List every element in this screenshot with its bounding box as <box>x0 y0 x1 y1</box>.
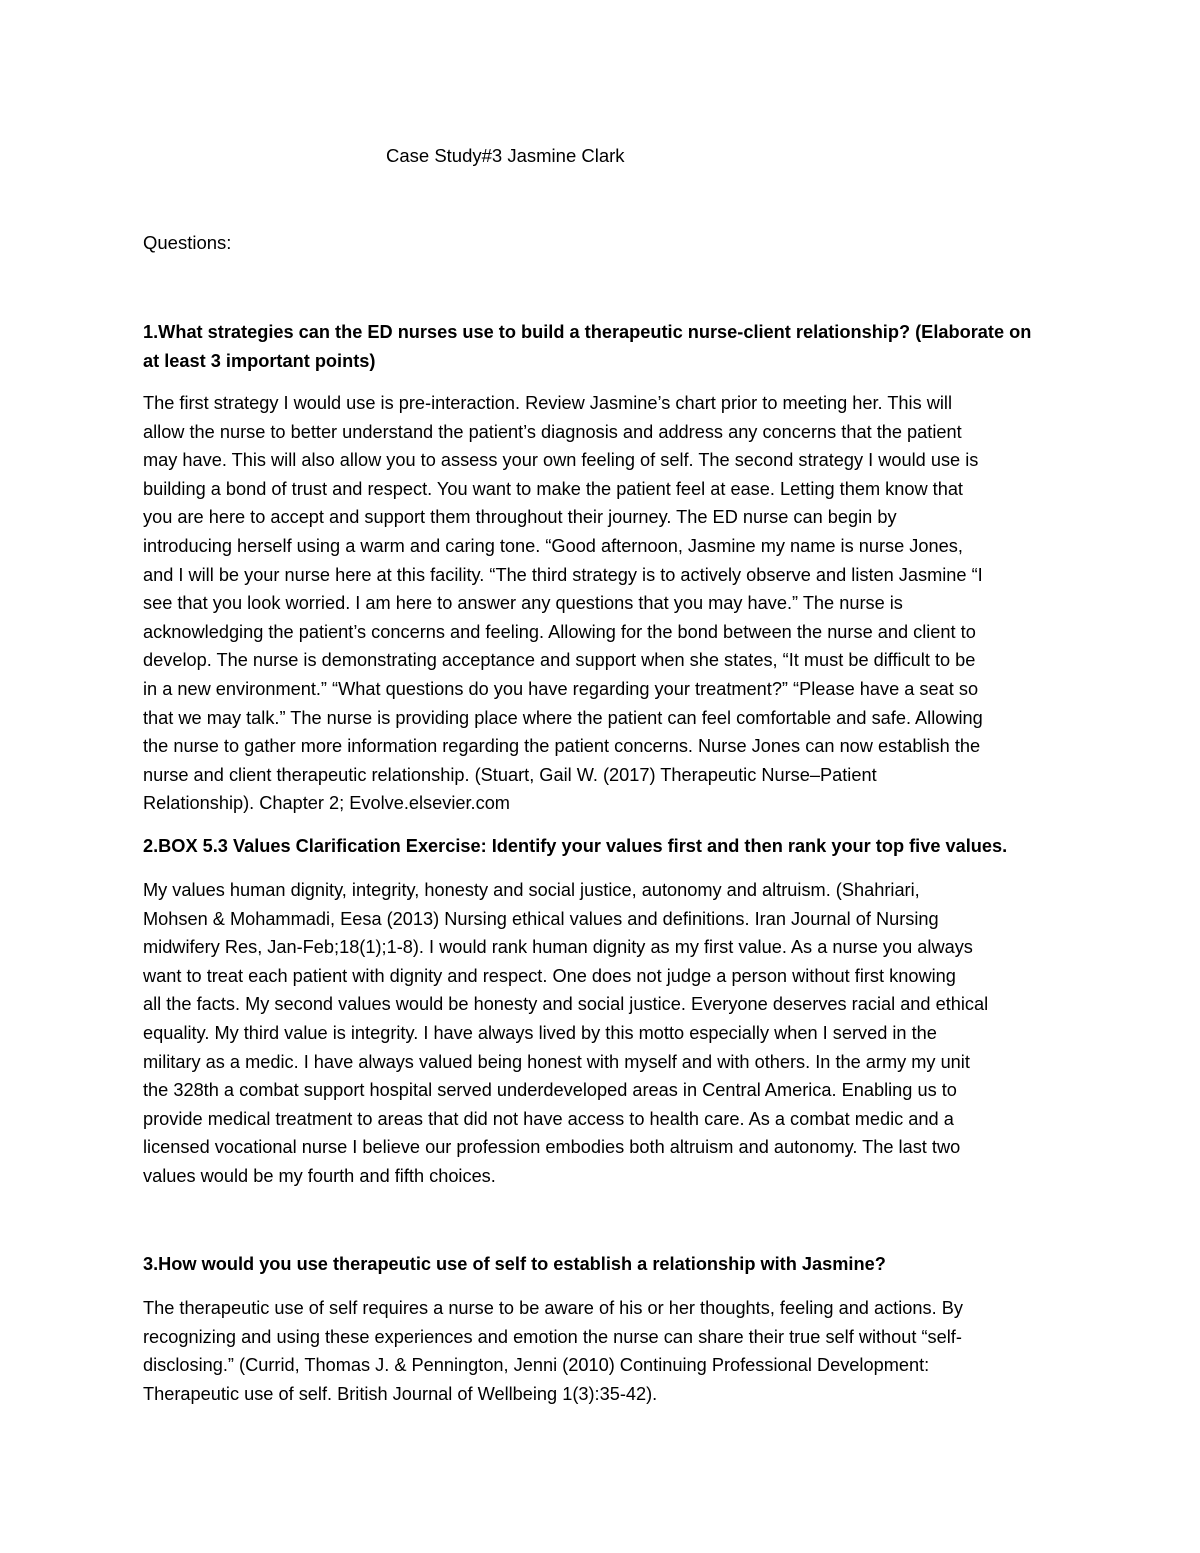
question-1-heading <box>143 318 1078 375</box>
answer-line: develop. The nurse is demonstrating acceptance and support when she states, “It must be difficult to be <box>143 650 976 671</box>
answer-line: you are here to accept and support them throughout their journey. The ED nurse can begin by <box>143 507 897 528</box>
answer-line: may have. This will also allow you to assess your own feeling of self. The second strategy I would use is <box>143 450 979 471</box>
answer-line: Relationship). Chapter 2; Evolve.elsevier.com <box>143 793 510 814</box>
heading-line: 2.BOX 5.3 Values Clarification Exercise: Identify your values first and then rank your top five values. <box>143 836 1008 856</box>
answer-line: the nurse to gather more information regarding the patient concerns. Nurse Jones can now establish the <box>143 736 981 757</box>
answer-line: nurse and client therapeutic relationship. (Stuart, Gail W. (2017) Therapeutic Nurse–Patient <box>143 764 877 785</box>
answer-line: The first strategy I would use is pre-interaction. Review Jasmine’s chart prior to meeting her. This will <box>143 393 952 413</box>
answer-line: building a bond of trust and respect. You want to make the patient feel at ease. Letting them know that <box>143 478 963 499</box>
answer-line: in a new environment.” “What questions do you have regarding your treatment?” “Please have a seat so <box>143 678 979 699</box>
answer-line: all the facts. My second values would be honesty and social justice. Everyone deserves racial and ethical <box>143 994 989 1015</box>
answer-line: and I will be your nurse here at this facility. “The third strategy is to actively observe and listen Jasmine “I <box>143 564 983 585</box>
answer-line: allow the nurse to better understand the patient’s diagnosis and address any concerns that the patient <box>143 421 962 442</box>
heading-line: 1.What strategies can the ED nurses use to build a therapeutic nurse-client relationship? (Elaborate on <box>143 322 1032 342</box>
heading-line: 3.How would you use therapeutic use of self to establish a relationship with Jasmine? <box>143 1254 886 1274</box>
answer-line: licensed vocational nurse I believe our profession embodies both altruism and autonomy. The last two <box>143 1137 961 1158</box>
answer-line: see that you look worried. I am here to answer any questions that you may have.” The nurse is <box>143 593 903 614</box>
answer-line: midwifery Res, Jan-Feb;18(1);1-8). I would rank human dignity as my first value. As a nurse you always <box>143 937 973 958</box>
answer-line: values would be my fourth and fifth choices. <box>143 1165 496 1186</box>
answer-line: that we may talk.” The nurse is providing place where the patient can feel comfortable and safe. Allowing <box>143 707 983 728</box>
answer-line: Mohsen & Mohammadi, Eesa (2013) Nursing ethical values and definitions. Iran Journal of Nursing <box>143 908 939 929</box>
answer-2 <box>143 876 1078 1191</box>
document-title: Case Study#3 Jasmine Clark <box>386 145 625 166</box>
answer-line: acknowledging the patient’s concerns and feeling. Allowing for the bond between the nurse and client to <box>143 621 976 642</box>
answer-line: The therapeutic use of self requires a nurse to be aware of his or her thoughts, feeling and actions. By <box>143 1298 963 1318</box>
questions-label: Questions: <box>143 232 232 253</box>
question-1-section <box>143 318 1078 375</box>
answer-line: disclosing.” (Currid, Thomas J. & Pennington, Jenni (2010) Continuing Professional Development: <box>143 1355 930 1376</box>
answer-line: provide medical treatment to areas that did not have access to health care. As a combat medic and a <box>143 1108 954 1129</box>
answer-line: military as a medic. I have always valued being honest with myself and with others. In the army my unit <box>143 1051 970 1072</box>
heading-line: at least 3 important points) <box>143 350 376 371</box>
answer-line: recognizing and using these experiences and emotion the nurse can share their true self without “self- <box>143 1326 962 1347</box>
answer-line: Therapeutic use of self. British Journal of Wellbeing 1(3):35-42). <box>143 1383 658 1404</box>
answer-line: introducing herself using a warm and caring tone. “Good afternoon, Jasmine my name is nurse Jones, <box>143 535 963 556</box>
question-3-heading <box>143 1250 1078 1279</box>
answer-line: the 328th a combat support hospital served underdeveloped areas in Central America. Enabling us to <box>143 1080 957 1101</box>
answer-1 <box>143 389 1078 818</box>
answer-line: equality. My third value is integrity. I have always lived by this motto especially when I served in the <box>143 1022 937 1043</box>
answer-line: want to treat each patient with dignity and respect. One does not judge a person without first knowing <box>143 965 956 986</box>
question-2-section <box>143 832 1078 861</box>
answer-3 <box>143 1294 1078 1408</box>
question-3-section <box>143 1250 1078 1279</box>
question-2-heading <box>143 832 1078 861</box>
answer-line: My values human dignity, integrity, honesty and social justice, autonomy and altruism. (Shahriari, <box>143 880 920 900</box>
